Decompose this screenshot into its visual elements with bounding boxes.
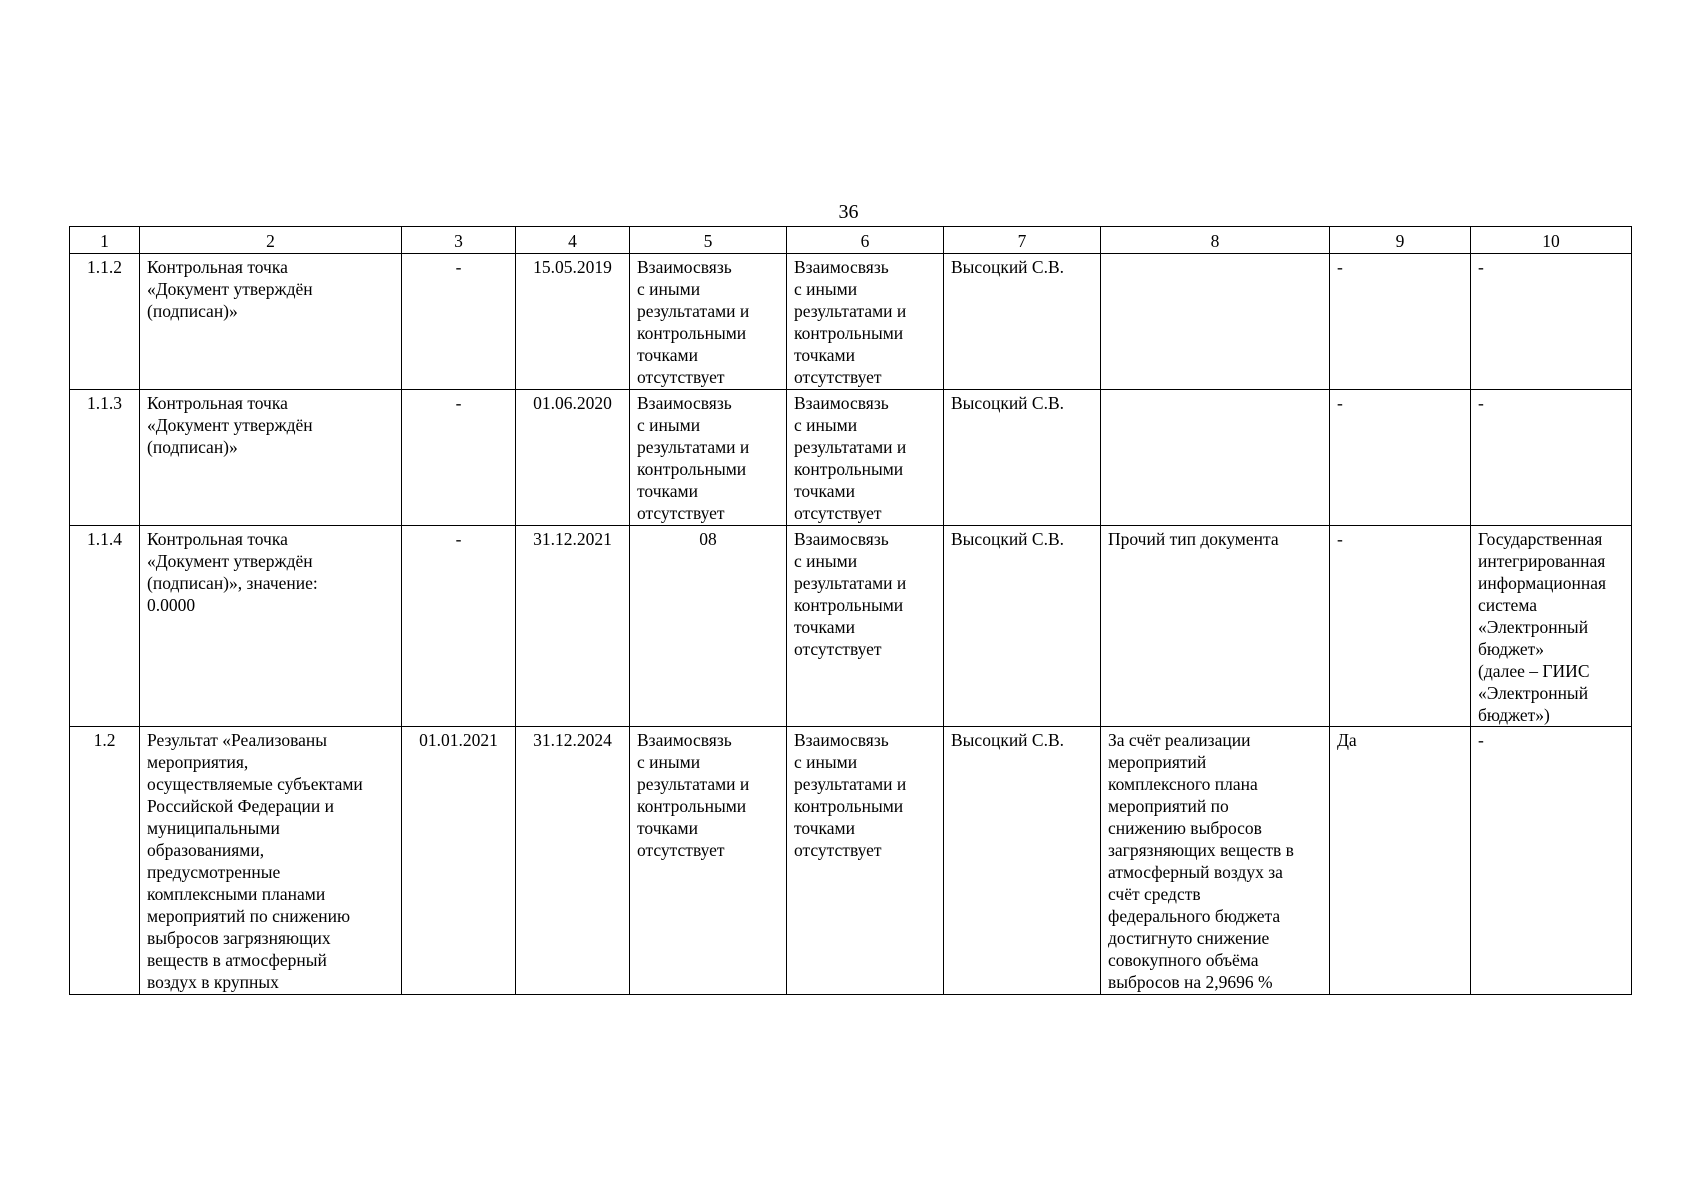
column-8-cell: Прочий тип документа (1101, 526, 1330, 727)
responsible-cell: Высоцкий С.В. (944, 526, 1101, 727)
table-row (70, 526, 1632, 727)
column-9-cell: - (1330, 254, 1471, 390)
page-number: 36 (838, 201, 859, 223)
column-6-cell: Взаимосвязь с иными результатами и контрольными точками отсутствует (787, 390, 944, 526)
column-10-cell: - (1471, 727, 1632, 995)
column-8-cell (1101, 254, 1330, 390)
name-cell: Контрольная точка «Документ утверждён (подписан)» (140, 254, 402, 390)
row-number-cell: 1.1.3 (70, 390, 140, 526)
name-cell: Контрольная точка «Документ утверждён (подписан)» (140, 390, 402, 526)
column-5-cell: Взаимосвязь с иными результатами и контрольными точками отсутствует (630, 727, 787, 995)
column-header: 1 (70, 227, 140, 254)
column-8-cell (1101, 390, 1330, 526)
row-number-cell: 1.1.4 (70, 526, 140, 727)
column-header: 5 (630, 227, 787, 254)
column-6-cell: Взаимосвязь с иными результатами и контрольными точками отсутствует (787, 526, 944, 727)
column-header: 6 (787, 227, 944, 254)
column-10-cell: - (1471, 390, 1632, 526)
name-cell: Контрольная точка «Документ утверждён (подписан)», значение: 0.0000 (140, 526, 402, 727)
table-row (70, 254, 1632, 390)
start-date-cell: 01.01.2021 (402, 727, 516, 995)
column-header: 8 (1101, 227, 1330, 254)
column-header: 2 (140, 227, 402, 254)
table-row (70, 727, 1632, 995)
row-number-cell: 1.2 (70, 727, 140, 995)
column-5-cell: Взаимосвязь с иными результатами и контрольными точками отсутствует (630, 390, 787, 526)
row-number-cell: 1.1.2 (70, 254, 140, 390)
column-header: 3 (402, 227, 516, 254)
start-date-cell: - (402, 254, 516, 390)
column-6-cell: Взаимосвязь с иными результатами и контрольными точками отсутствует (787, 254, 944, 390)
responsible-cell: Высоцкий С.В. (944, 727, 1101, 995)
start-date-cell: - (402, 526, 516, 727)
name-cell: Результат «Реализованы мероприятия, осуществляемые субъектами Российской Федерации и муниципальными образованиями, предусмотренные комплексными планами мероприятий по снижению выбросов загрязняющих веществ в атмосферный воздух в крупных (140, 727, 402, 995)
column-9-cell: - (1330, 390, 1471, 526)
start-date-cell: - (402, 390, 516, 526)
table-header-row (70, 227, 1632, 254)
results-table (69, 226, 1632, 995)
column-9-cell: - (1330, 526, 1471, 727)
column-header: 4 (516, 227, 630, 254)
table-row (70, 390, 1632, 526)
end-date-cell: 31.12.2024 (516, 727, 630, 995)
column-5-cell: 08 (630, 526, 787, 727)
end-date-cell: 15.05.2019 (516, 254, 630, 390)
column-header: 9 (1330, 227, 1471, 254)
column-5-cell: Взаимосвязь с иными результатами и контрольными точками отсутствует (630, 254, 787, 390)
column-6-cell: Взаимосвязь с иными результатами и контрольными точками отсутствует (787, 727, 944, 995)
column-8-cell: За счёт реализации мероприятий комплексного плана мероприятий по снижению выбросов загрязняющих веществ в атмосферный воздух за счёт средств федерального бюджета достигнуто снижение совокупного объёма выбросов на 2,9696 % (1101, 727, 1330, 995)
responsible-cell: Высоцкий С.В. (944, 390, 1101, 526)
column-header: 7 (944, 227, 1101, 254)
column-10-cell: - (1471, 254, 1632, 390)
column-header: 10 (1471, 227, 1632, 254)
column-9-cell: Да (1330, 727, 1471, 995)
column-10-cell: Государственная интегрированная информационная система «Электронный бюджет» (далее – ГИИС «Электронный бюджет») (1471, 526, 1632, 727)
end-date-cell: 01.06.2020 (516, 390, 630, 526)
responsible-cell: Высоцкий С.В. (944, 254, 1101, 390)
end-date-cell: 31.12.2021 (516, 526, 630, 727)
